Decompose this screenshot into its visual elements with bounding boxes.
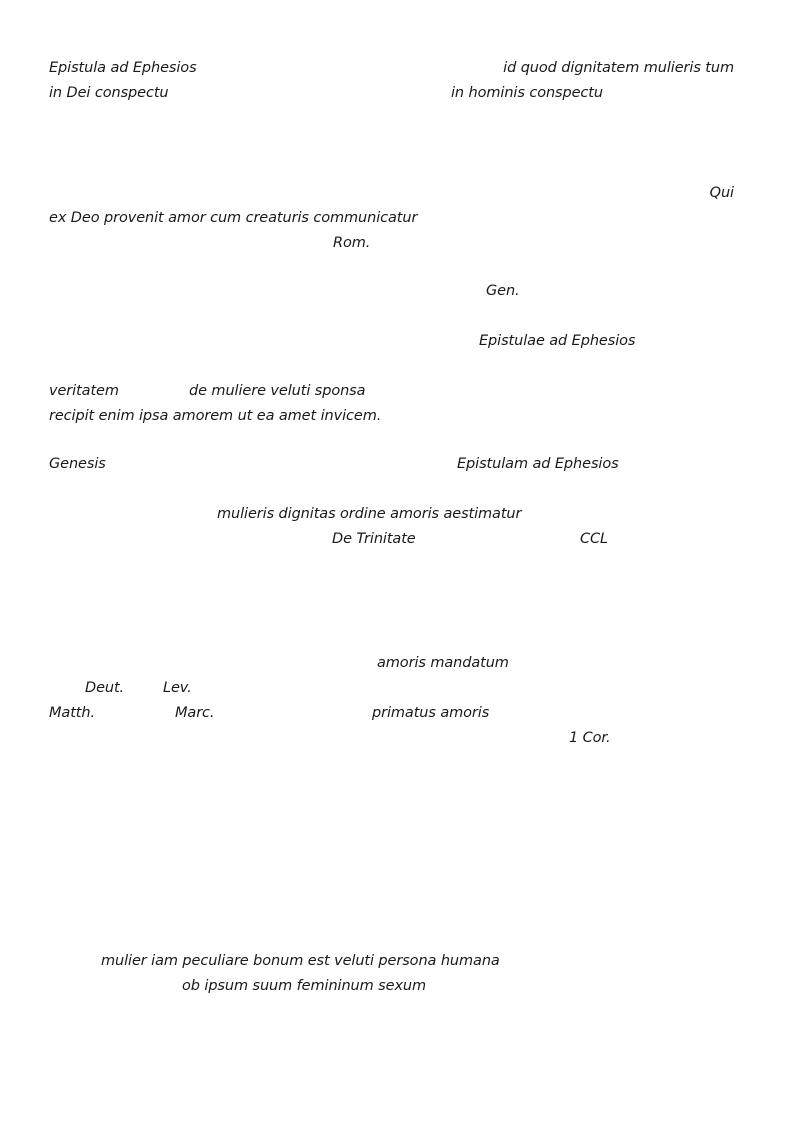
text-fragment: veritatem — [49, 383, 119, 399]
text-fragment: ex Deo provenit amor cum creaturis communicatur — [49, 210, 418, 226]
text-fragment: recipit enim ipsa amorem ut ea amet invicem. — [49, 408, 382, 424]
text-fragment: mulier iam peculiare bonum est veluti persona humana — [101, 953, 500, 969]
text-fragment: mulieris dignitas ordine amoris aestimatur — [217, 506, 522, 522]
text-fragment: Epistulae ad Ephesios — [479, 333, 636, 349]
text-fragment: Gen. — [486, 283, 520, 299]
text-fragment: de muliere veluti sponsa — [189, 383, 366, 399]
text-fragment: Qui — [709, 185, 734, 201]
text-fragment: in hominis conspectu — [451, 85, 603, 101]
text-fragment: ob ipsum suum femininum sexum — [182, 978, 427, 994]
text-fragment: Rom. — [333, 235, 371, 251]
text-fragment: Genesis — [49, 456, 106, 472]
text-fragment: Deut. — [85, 680, 125, 696]
text-fragment: 1 Cor. — [569, 730, 611, 746]
text-fragment: Lev. — [163, 680, 192, 696]
text-fragment: id quod dignitatem mulieris tum — [503, 60, 734, 76]
text-fragment: in Dei conspectu — [49, 85, 169, 101]
text-fragment: De Trinitate — [332, 531, 416, 547]
text-fragment: Matth. — [49, 705, 95, 721]
text-fragment: Epistulam ad Ephesios — [457, 456, 619, 472]
text-fragment: Marc. — [175, 705, 215, 721]
text-fragment: Epistula ad Ephesios — [49, 60, 197, 76]
text-fragment: CCL — [580, 531, 609, 547]
text-fragment: primatus amoris — [372, 705, 490, 721]
text-fragment: amoris mandatum — [377, 655, 509, 671]
